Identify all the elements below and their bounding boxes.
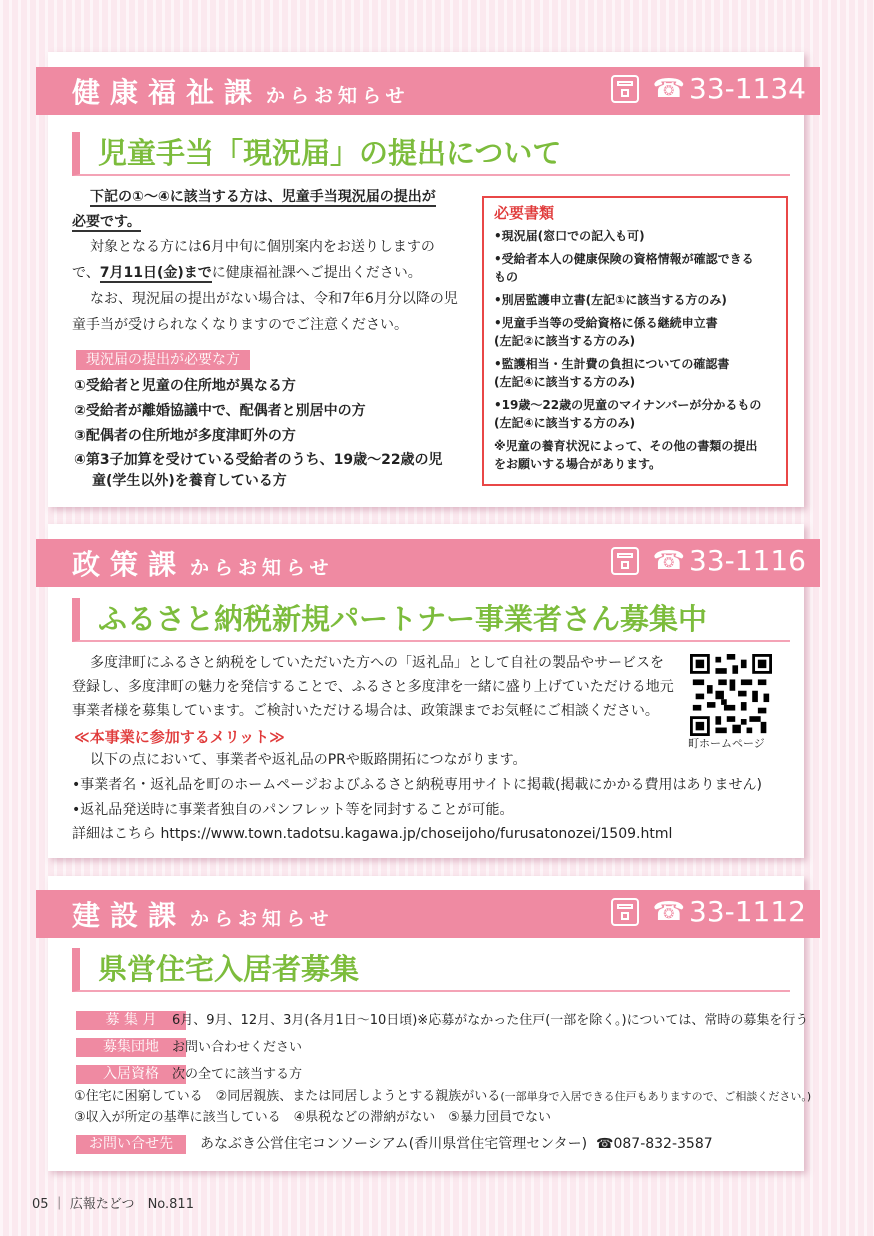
body-text: なお、現況届の提出がない場合は、令和7年6月分以降の児 xyxy=(90,291,458,307)
dept-phone: 33-1134 xyxy=(689,72,806,105)
phone-icon: ☎ xyxy=(652,545,685,576)
article-title: ふるさと納税新規パートナー事業者さん募集中 xyxy=(72,598,790,642)
need-item: ②受給者が離婚協議中で、配偶者と別居中の方 xyxy=(74,403,366,419)
need-item: ①受給者と児童の住所地が異なる方 xyxy=(74,378,296,394)
body-text: 多度津町にふるさと納税をしていただいた方への「返礼品」として自社の製品やサービスを xyxy=(90,655,664,671)
doc-item: •19歳～22歳の児童のマイナンバーが分かるもの (左記④に該当する方のみ) xyxy=(494,398,762,430)
body-text: 対象となる方には6月中旬に個別案内をお送りしますの xyxy=(90,239,435,255)
article-title: 児童手当「現況届」の提出について xyxy=(72,132,790,176)
phone-icon: ☎ xyxy=(652,896,685,927)
dept-contact xyxy=(611,544,806,577)
dept-contact xyxy=(611,72,806,105)
policy-card xyxy=(48,524,804,858)
dept-header xyxy=(36,539,820,587)
article-title: 県営住宅入居者募集 xyxy=(72,948,790,992)
need-item: ④第3子加算を受けている受給者のうち、19歳～22歳の児 xyxy=(74,452,443,468)
dept-name: 政策課 からお知らせ xyxy=(72,548,334,581)
dept-contact xyxy=(611,895,806,928)
need-item: 童(学生以外)を養育している方 xyxy=(92,473,287,489)
dept-phone: 33-1112 xyxy=(689,895,806,928)
row-text: 次の全てに該当する方 xyxy=(172,1067,303,1082)
qualification-line: ①住宅に困窮している ②同居親族、または同居しようとする親族がいる(一部単身で入居できる住戸もありますので、ご相談ください。) xyxy=(74,1089,812,1104)
inquiry-icon xyxy=(611,898,639,926)
doc-item: •監護相当・生計費の負担についての確認書 (左記④に該当する方のみ) xyxy=(494,357,730,389)
body-text: 登録し、多度津町の魅力を発信することで、ふるさと多度津を一緒に盛り上げていただける地元 xyxy=(72,679,674,695)
docs-title: 必要書類 xyxy=(494,204,555,222)
merit-title: ≪本事業に参加するメリット≫ xyxy=(74,728,285,746)
need-label: 現況届の提出が必要な方 xyxy=(76,350,250,370)
doc-item: •別居監護申立書(左記①に該当する方のみ) xyxy=(494,293,727,307)
construction-card xyxy=(48,876,812,1171)
health-welfare-card xyxy=(48,52,804,507)
dept-name: 健康福祉課 からお知らせ xyxy=(72,76,410,109)
qualification-line: ③収入が所定の基準に該当している ④県税などの滞納がない ⑤暴力団員でない xyxy=(74,1110,551,1125)
merit-item: •事業者名・返礼品を町のホームページおよびふるさと納税専用サイトに掲載(掲載にかかる費用はありません) xyxy=(72,777,762,793)
inquiry-icon xyxy=(611,547,639,575)
phone-icon: ☎ xyxy=(652,73,685,104)
detail-line: 詳細はこちら https://www.town.tadotsu.kagawa.jp/choseijoho/furusatonozei/1509.html xyxy=(72,826,673,842)
row-label: 募 集 月 xyxy=(76,1011,186,1030)
doc-item: •受給者本人の健康保険の資格情報が確認できる もの xyxy=(494,252,754,284)
required-documents-box xyxy=(482,196,788,486)
body-text: 以下の点において、事業者や返礼品のPRや販路開拓につながります。 xyxy=(90,752,527,768)
qr-code[interactable] xyxy=(690,654,772,736)
doc-note: ※児童の養育状況によって、その他の書類の提出 をお願いする場合があります。 xyxy=(494,439,758,471)
page-footer: 05 ｜ 広報たどつ No.811 xyxy=(32,1197,194,1212)
doc-item: •現況届(窓口での記入も可) xyxy=(494,229,645,243)
detail-link[interactable]: https://www.town.tadotsu.kagawa.jp/choseijoho/furusatonozei/1509.html xyxy=(160,826,673,842)
phone-icon: ☎ xyxy=(596,1136,614,1152)
row-text: 6月、9月、12月、3月(各月1日～10日頃)※応募がなかった住戸(一部を除く。)については、常時の募集を行う xyxy=(172,1013,809,1028)
qr-caption: 町ホームページ xyxy=(688,737,765,750)
inquiry-icon xyxy=(611,75,639,103)
intro-line: 下記の①～④に該当する方は、児童手当現況届の提出が xyxy=(90,189,436,205)
dept-header xyxy=(36,67,820,115)
doc-item: •児童手当等の受給資格に係る継続申立書 (左記②に該当する方のみ) xyxy=(494,316,718,348)
dept-name: 建設課 からお知らせ xyxy=(72,899,334,932)
dept-header xyxy=(36,890,820,938)
intro-line: 必要です。 xyxy=(72,214,141,230)
body-text: で、7月11日(金)までに健康福祉課へご提出ください。 xyxy=(72,265,422,281)
body-text: 童手当が受けられなくなりますのでご注意ください。 xyxy=(72,317,408,333)
row-label: 募集団地 xyxy=(76,1038,186,1057)
contact-text: あなぶき公営住宅コンソーシアム(香川県営住宅管理センター) ☎087-832-3587 xyxy=(200,1136,713,1152)
merit-item: •返礼品発送時に事業者独自のパンフレット等を同封することが可能。 xyxy=(72,802,514,818)
contact-label: お問い合せ先 xyxy=(76,1135,186,1154)
row-text: お問い合わせください xyxy=(172,1040,303,1055)
row-label: 入居資格 xyxy=(76,1065,186,1084)
need-item: ③配偶者の住所地が多度津町外の方 xyxy=(74,428,296,444)
deadline-date: 7月11日(金)まで xyxy=(99,265,212,281)
body-text: 事業者様を募集しています。ご検討いただける場合は、政策課までお気軽にご相談ください。 xyxy=(72,703,659,719)
dept-phone: 33-1116 xyxy=(689,544,806,577)
